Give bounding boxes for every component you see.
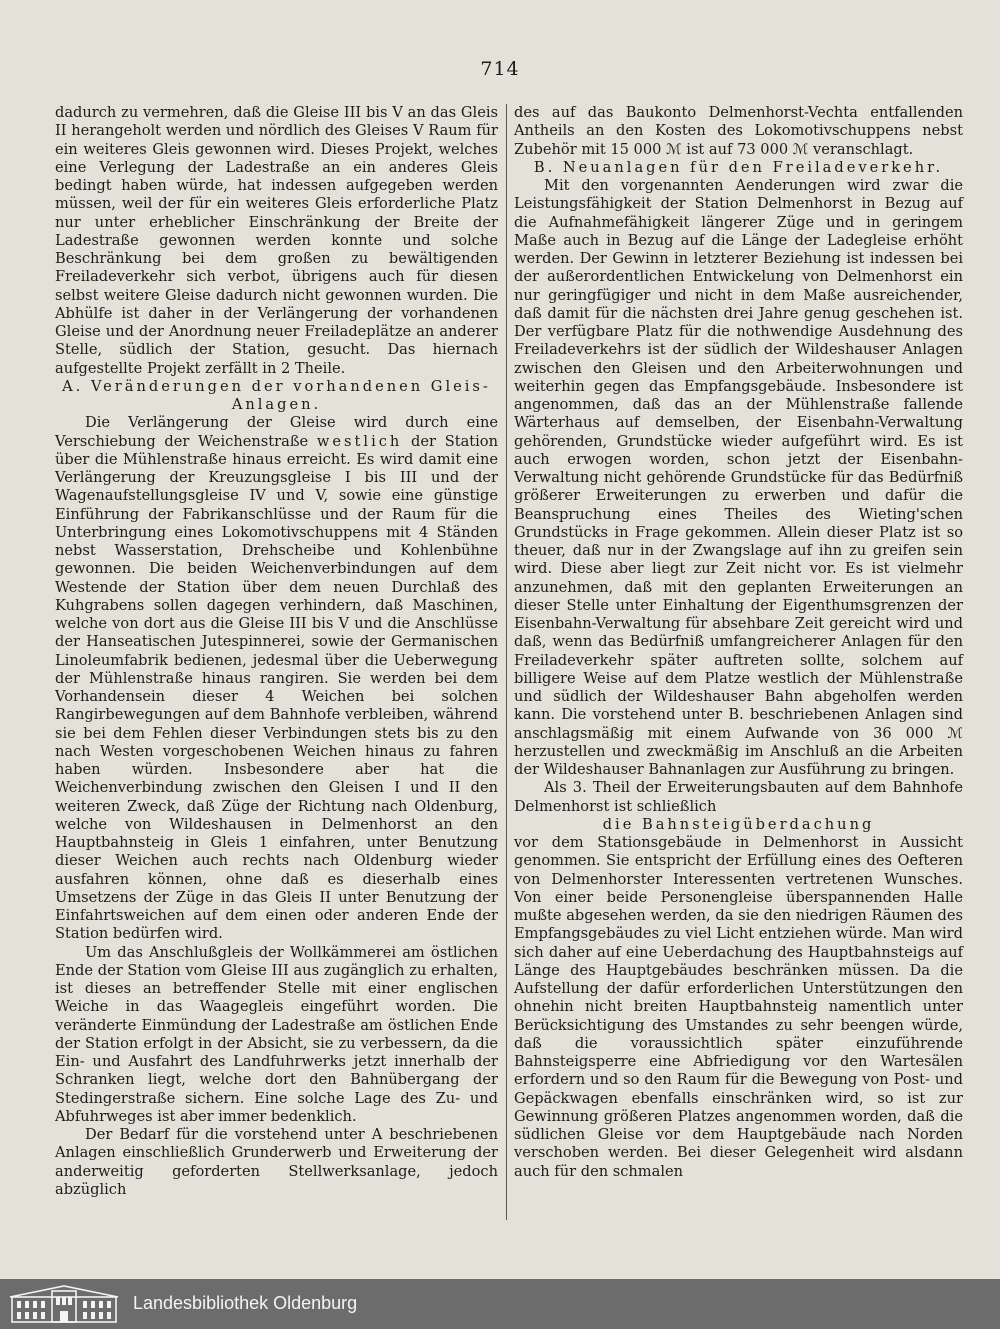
left-column xyxy=(55,104,498,1199)
paragraph-text: Die Verlängerung der Gleise wird durch eine Verschiebung der Weichenstraße xyxy=(55,414,498,450)
paragraph-text: der Station über die Mühlenstraße hinaus erreicht. Es wird damit eine Verlängerung der Kreuzungsgleise I bis III und der Wagenaufstellungsgleise IV und V, sowie eine günstige Einführung der Fabrikanschlüsse und der Raum für die Unterbringung eines Lokomotivschuppens mit 4 Ständen nebst Wasserstation, Drehscheibe und Kohlenbühne gewonnen. Die beiden Weichenverbindungen auf dem Westende der Station über dem neuen Durchlaß des Kuhgrabens sollen dagegen verhindern, daß Maschinen, welche von dort aus die Gleise III bis V und die Anschlüsse der Hanseatischen Jutespinnerei, sowie der Germanischen Linoleumfabrik bedienen, jedesmal über die Ueberwegung der Mühlenstraße hinaus rangiren. Sie werden bei dem Vorhandensein dieser 4 Weichen bei solchen Rangirbewegungen auf dem Bahnhofe verbleiben, während sie bei dem Fehlen dieser Verbindungen stets bis zu den nach Westen vorgeschobenen Weichen hinaus zu fahren haben würden. Insbesondere aber hat die Weichenverbindung zwischen den Gleisen I und II den weiteren Zweck, daß Züge der Richtung nach Oldenburg, welche von Wildeshausen in Delmenhorst an den Hauptbahnsteig in Gleis 1 einfahren, unter Benutzung dieser Weichen auch rechts nach Oldenburg wieder ausfahren können, ohne daß es dieserhalb eines Umsetzens der Züge in das Gleis II unter Benutzung der Einfahrtsweichen auf dem einen oder anderen Ende der Station bedürfen wird. xyxy=(55,432,498,943)
section-heading-c: die Bahnsteigüberdachung xyxy=(602,815,875,833)
paragraph-bahnsteig: vor dem Stationsgebäude in Delmenhorst in Aussicht genommen. Sie entspricht der Erfüllung eines des Oefteren von Delmenhorster Interessenten vertretenen Wunsches. Von einer beide Personengleise überspannenden Halle mußte abgesehen werden, da sie den niedrigen Räumen des Empfangsgebäudes zu viel Licht entziehen würde. Man wird sich daher auf eine Ueberdachung des Hauptbahnsteigs auf Länge des Hauptgebäudes beschränken müssen. Da die Aufstellung der dafür erforderlichen Unterstützungen den ohnehin nicht breiten Hauptbahnsteig namentlich unter Berücksichtigung des Umstandes zu sehr beengen würde, daß die voraussichtlich später einzuführende Bahnsteigsperre eine Abfriedigung vor den Wartesälen erfordern und so den Raum für die Bewegung von Post- und Gepäckwagen ebenfalls einschränken wird, so ist zur Gewinnung größeren Platzes angenommen worden, daß die südlichen Gleise vor dem Hauptgebäude nach Norden verschoben werden. Bei dieser Gelegenheit wird alsdann auch für den schmalen xyxy=(514,834,963,1180)
paragraph-baukonto: des auf das Baukonto Delmenhorst-Vechta entfallenden Antheils an den Kosten des Lokomotivschuppens nebst Zubehör mit 15 000 ℳ ist auf 73 000 ℳ veranschlagt. xyxy=(514,104,963,158)
library-footer xyxy=(0,1279,1000,1329)
page-number: 714 xyxy=(480,58,520,80)
emphasis-westlich: westlich xyxy=(316,432,403,450)
paragraph-anschlussgleis: Um das Anschlußgleis der Wollkämmerei am östlichen Ende der Station vom Gleise III aus zugänglich zu erhalten, ist dieses an betreffender Stelle mit einer englischen Weiche in das Waagegleis eingeführt worden. Die veränderte Einmündung der Ladestraße am östlichen Ende der Station erfolgt in der Absicht, sie zu verbessern, da die Ein- und Ausfahrt des Landfuhrwerks jetzt innerhalb der Schranken liegt, welche dort den Bahnübergang der Stedingerstraße sichern. Eine solche Lage des Zu- und Abfuhrweges ist aber immer bedenklich. xyxy=(55,943,498,1125)
right-column xyxy=(514,104,963,1181)
library-name: Landesbibliothek Oldenburg xyxy=(133,1293,358,1313)
column-divider xyxy=(506,104,507,1220)
section-heading-b: B. Neuanlagen für den Freiladeverkehr. xyxy=(533,158,944,176)
paragraph-gleis-verlaengerung xyxy=(55,414,498,943)
library-building-icon xyxy=(6,1283,122,1325)
paragraph-erweiterungsbauten: Als 3. Theil der Erweiterungsbauten auf dem Bahnhofe Delmenhorst ist schließlich xyxy=(514,779,963,815)
section-heading-a: A. Veränderungen der vorhandenen Gleis-Anlagen. xyxy=(62,377,491,413)
paragraph-bedarf: Der Bedarf für die vorstehend unter A beschriebenen Anlagen einschließlich Grunderwerb und Erweiterung der anderweitig geforderten Stellwerksanlage, jedoch abzüglich xyxy=(55,1126,498,1198)
paragraph-continuation: dadurch zu vermehren, daß die Gleise III bis V an das Gleis II herangeholt werden und nördlich des Gleises V Raum für ein weiteres Gleis gewonnen wird. Dieses Projekt, welches eine Verlegung der Ladestraße an ein anderes Gleis bedingt haben würde, hat indessen aufgegeben werden müssen, weil der für ein weiteres Gleis erforderliche Platz nur unter erheblicher Einschränkung der Breite der Ladestraße gewonnen werden konnte und solche Beschränkung bei dem großen zu bewältigenden Freiladeverkehr sich verbot, übrigens auch für diesen selbst weitere Gleise dadurch nicht gewonnen wurden. Die Abhülfe ist daher in der Verlängerung der vorhandenen Gleise und der Anordnung neuer Freiladeplätze an anderer Stelle, südlich der Station, gesucht. Das hiernach aufgestellte Projekt zerfällt in 2 Theile. xyxy=(55,104,498,377)
paragraph-neuanlagen: Mit den vorgenannten Aenderungen wird zwar die Leistungsfähigkeit der Station Delmenhorst in Bezug auf die Aufnahmefähigkeit längerer Züge und in geringem Maße auch in Bezug auf die Länge der Ladegleise erhöht werden. Der Gewinn in letzterer Beziehung ist indessen bei der außerordentlichen Entwickelung von Delmenhorst ein nur geringfügiger und nicht in dem Maße ausreichender, daß damit für die nächsten drei Jahre genug geschehen ist. Der verfügbare Platz für die nothwendige Ausdehnung des Freiladeverkehrs ist der südlich der Wildeshauser Anlagen zwischen den Gleisen und den Arbeiterwohnungen und weiterhin gegen das Empfangsgebäude. Insbesondere ist angenommen, daß das an der Mühlenstraße fallende Wärterhaus auf demselben, der Eisenbahn-Verwaltung gehörenden, Grundstücke wieder aufgeführt wird. Es ist auch erwogen worden, schon jetzt der Eisenbahn-Verwaltung nicht gehörende Grundstücke für das Bedürfniß größerer Erweiterungen zu erwerben und dafür die Beanspruchung eines Theiles des Wieting'schen Grundstücks in Frage gekommen. Allein dieser Platz ist so theuer, daß nur in der Zwangslage auf ihn zu greifen sein wird. Diese aber liegt zur Zeit nicht vor. Es ist vielmehr anzunehmen, daß mit den geplanten Erweiterungen an dieser Stelle unter Einhaltung der Eigenthumsgrenzen der Eisenbahn-Verwaltung für absehbare Zeit gereicht wird und daß, wenn das Bedürfniß umfangreicherer Anlagen für den Freiladeverkehr später auftreten sollte, solchem auf billigere Weise auf dem Platze westlich der Mühlenstraße und südlich der Wildeshauser Bahn abgeholfen werden kann. Die vorstehend unter B. beschriebenen Anlagen sind anschlagsmäßig mit einem Aufwande von 36 000 ℳ herzustellen und zweckmäßig im Anschluß an die Arbeiten der Wildeshauser Bahnanlagen zur Ausführung zu bringen. xyxy=(514,177,963,778)
